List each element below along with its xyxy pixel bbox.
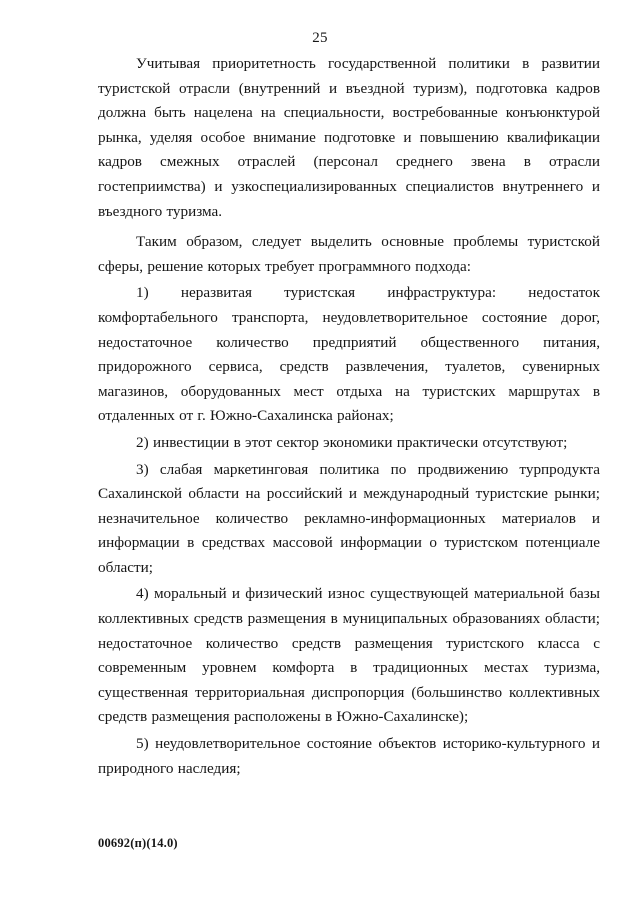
list-item-problem-3: 3) слабая маркетинговая политика по продвижению турпродукта Сахалинской области на российский и международный туристские рынки; незначительное количество рекламно-информационных материалов и информации в средствах массовой информации о туристском потенциале области; xyxy=(98,460,600,576)
paragraph-intro: Учитывая приоритетность государственной политики в развитии туристской отрасли (внутренний и въездной туризм), подготовка кадров должна быть нацелена на специальности, востребованные конъюнктурой рынка, уделяя особое внимание подготовке и повышению квалификации кадров смежных отраслей (персонал среднего звена в отрасли гостеприимства) и узкоспециализированных специалистов внутреннего и въездного туризма. xyxy=(98,55,600,220)
list-item-problem-1: 1) неразвитая туристская инфраструктура: недостаток комфортабельного транспорта, неудовлетворительное состояние дорог, недостаточное количество предприятий общественного питания, придорожного сервиса, средств развлечения, туалетов, сувенирных магазинов, оборудованных мест отдыха на туристских маршрутах в отдаленных от г. Южно-Сахалинска районах; xyxy=(98,284,600,425)
page-number: 25 xyxy=(312,30,328,46)
list-item-problem-5: 5) неудовлетворительное состояние объектов историко-культурного и природного наследия; xyxy=(98,735,600,777)
document-footer-code: 00692(п)(14.0) xyxy=(98,836,178,850)
list-item-problem-2: 2) инвестиции в этот сектор экономики практически отсутствуют; xyxy=(136,433,568,451)
document-body xyxy=(98,52,600,783)
list-item-problem-4: 4) моральный и физический износ существующей материальной базы коллективных средств размещения в муниципальных образованиях области; недостаточное количество средств размещения туристского класса с современным уровнем комфорта в традиционных местах туризма, существенная территориальная диспропорция (большинство коллективных средств размещения расположены в Южно-Сахалинске); xyxy=(98,585,600,726)
paragraph-problems-lead: Таким образом, следует выделить основные проблемы туристской сферы, решение которых требует программного подхода: xyxy=(98,233,600,275)
